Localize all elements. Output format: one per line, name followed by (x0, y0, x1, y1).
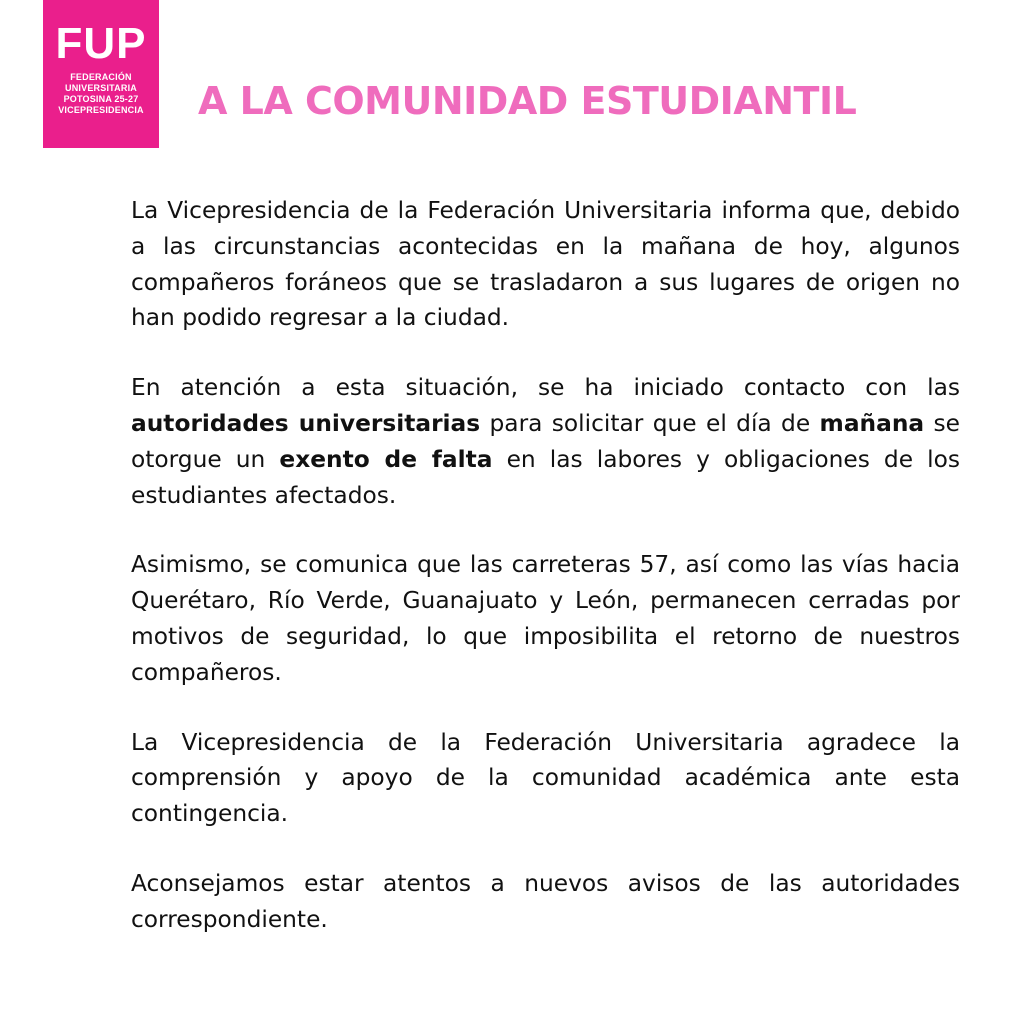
logo-line-4: VICEPRESIDENCIA (58, 105, 144, 115)
paragraph-2-text-3: se otorgue un (131, 409, 960, 473)
paragraph-3: Asimismo, se comunica que las carreteras 57, así como las vías hacia Querétaro, Río Verde, Guanajuato y León, permanecen cerradas por motivos de seguridad, lo que imposibilita el retorno de nuestros compañeros. (131, 551, 960, 686)
logo-line-2: UNIVERSITARIA (65, 83, 137, 93)
paragraph-2-text-2: para solicitar que el día de (480, 409, 820, 437)
announcement-body (131, 193, 960, 972)
paragraph-2-text-4: en las labores y obligaciones de los estudiantes afectados. (131, 445, 960, 509)
paragraph-1: La Vicepresidencia de la Federación Universitaria informa que, debido a las circunstancias acontecidas en la mañana de hoy, algunos compañeros foráneos que se trasladaron a sus lugares de origen no han podido regresar a la ciudad. (131, 197, 960, 332)
logo-line-1: FEDERACIÓN (70, 72, 132, 82)
paragraph-4: La Vicepresidencia de la Federación Universitaria agradece la comprensión y apoyo de la comunidad académica ante esta contingencia. (131, 728, 960, 828)
paragraph-5: Aconsejamos estar atentos a nuevos avisos de las autoridades correspondiente. (131, 869, 960, 933)
paragraph-2-text-1: En atención a esta situación, se ha iniciado contacto con las (131, 374, 960, 402)
fup-logo (43, 0, 159, 148)
logo-text (43, 72, 159, 116)
bold-exento: exento de falta (279, 445, 493, 473)
logo-line-3: POTOSINA 25-27 (63, 94, 139, 104)
bold-autoridades: autoridades universitarias (131, 409, 481, 437)
bold-manana: mañana (819, 409, 925, 437)
paragraph-2 (131, 370, 960, 513)
page-title: A LA COMUNIDAD ESTUDIANTIL (198, 79, 857, 123)
logo-mark: FUP (55, 19, 147, 68)
